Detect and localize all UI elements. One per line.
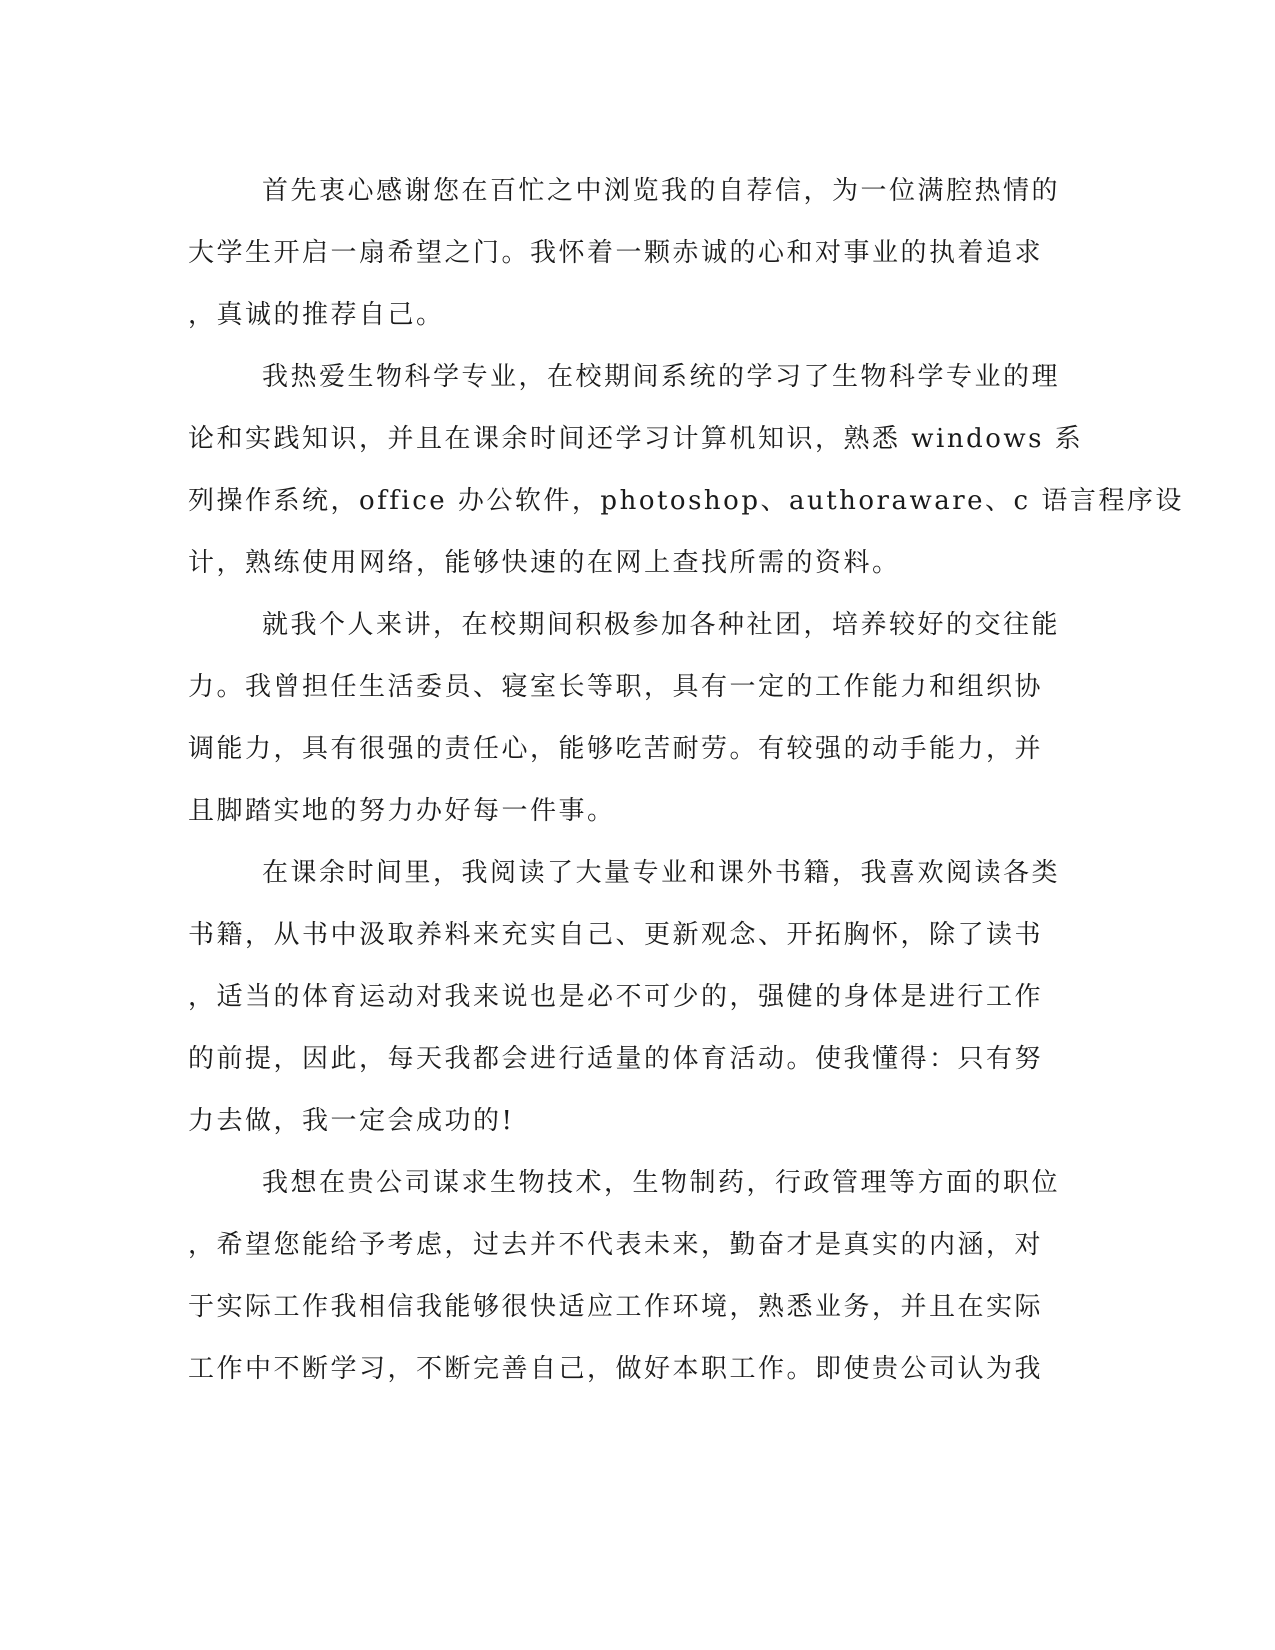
text-line: 论和实践知识，并且在课余时间还学习计算机知识，熟悉 windows 系 (188, 424, 1084, 454)
text-line: 计，熟练使用网络，能够快速的在网上查找所需的资料。 (188, 548, 901, 578)
paragraph-4 (188, 842, 1068, 1152)
paragraph-5 (188, 1152, 1068, 1400)
text-line: 力去做，我一定会成功的! (188, 1106, 515, 1136)
text-line: 在课余时间里，我阅读了大量专业和课外书籍，我喜欢阅读各类 (262, 858, 1061, 888)
text-line: 调能力，具有很强的责任心，能够吃苦耐劳。有较强的动手能力，并 (188, 734, 1044, 764)
paragraph-2 (188, 346, 1184, 594)
text-line: 于实际工作我相信我能够很快适应工作环境，熟悉业务，并且在实际 (188, 1292, 1044, 1322)
text-line: 首先衷心感谢您在百忙之中浏览我的自荐信，为一位满腔热情的 (262, 176, 1061, 206)
text-line: ，适当的体育运动对我来说也是必不可少的，强健的身体是进行工作 (188, 982, 1044, 1012)
text-line: 列操作系统，office 办公软件，photoshop、authoraware、c 语言程序设 (188, 486, 1184, 516)
text-line: ，真诚的推荐自己。 (188, 300, 445, 330)
text-line: 我热爱生物科学专业，在校期间系统的学习了生物科学专业的理 (262, 362, 1061, 392)
text-line: ，希望您能给予考虑，过去并不代表未来，勤奋才是真实的内涵，对 (188, 1230, 1044, 1260)
paragraph-3 (188, 594, 1068, 842)
paragraph-1 (188, 160, 1068, 346)
text-line: 工作中不断学习，不断完善自己，做好本职工作。即使贵公司认为我 (188, 1354, 1044, 1384)
text-line: 力。我曾担任生活委员、寝室长等职，具有一定的工作能力和组织协 (188, 672, 1044, 702)
text-line: 书籍，从书中汲取养料来充实自己、更新观念、开拓胸怀，除了读书 (188, 920, 1044, 950)
text-line: 我想在贵公司谋求生物技术，生物制药，行政管理等方面的职位 (262, 1168, 1061, 1198)
letter-body (188, 160, 1184, 1400)
text-line: 的前提，因此，每天我都会进行适量的体育活动。使我懂得：只有努 (188, 1044, 1044, 1074)
text-line: 就我个人来讲，在校期间积极参加各种社团，培养较好的交往能 (262, 610, 1061, 640)
text-line: 且脚踏实地的努力办好每一件事。 (188, 796, 616, 826)
text-line: 大学生开启一扇希望之门。我怀着一颗赤诚的心和对事业的执着追求 (188, 238, 1044, 268)
